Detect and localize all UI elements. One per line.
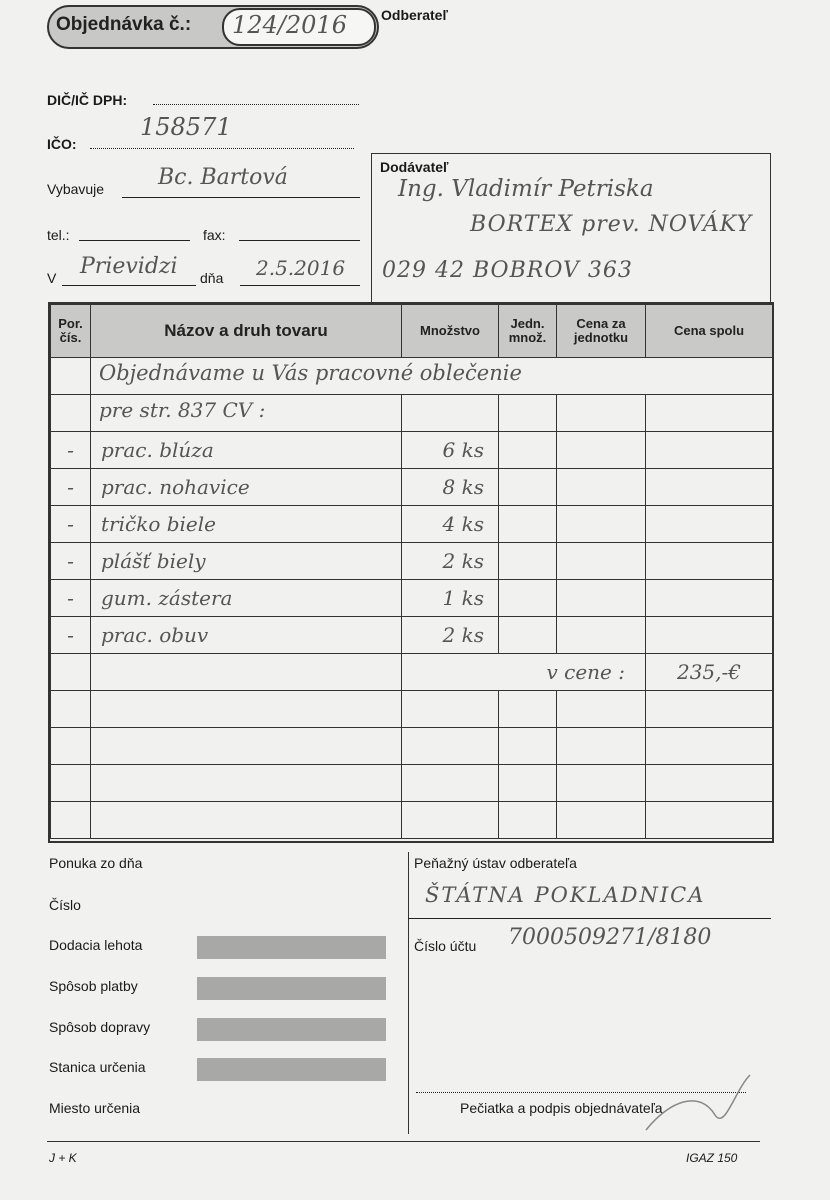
table-row <box>51 358 773 395</box>
item-name: prac. blúza <box>91 432 402 469</box>
tel-line <box>79 240 190 241</box>
total-text: v cene : <box>402 654 646 691</box>
date-line <box>240 285 360 286</box>
place-line <box>62 285 196 286</box>
bank-value: ŠTÁTNA POKLADNICA <box>425 883 706 907</box>
delivery-label: Dodacia lehota <box>49 937 143 953</box>
buyer-label: Odberateľ <box>381 7 448 23</box>
item-num: - <box>51 617 91 654</box>
date-value: 2.5.2016 <box>256 256 346 280</box>
table-row <box>51 765 773 802</box>
supplier-line-3: 029 42 BOBROV 363 <box>382 258 633 283</box>
fax-line <box>239 240 360 241</box>
item-name: tričko biele <box>91 506 402 543</box>
station-label: Stanica určenia <box>49 1059 146 1075</box>
intro-line-1: Objednávame u Vás pracovné oblečenie <box>99 361 522 385</box>
col-header-name: Názov a druh tovaru <box>91 305 402 358</box>
table-row <box>51 691 773 728</box>
footer-left: J + K <box>49 1151 77 1165</box>
ico-label: IČO: <box>47 136 77 152</box>
item-name: prac. nohavice <box>91 469 402 506</box>
footer-right: IGAZ 150 <box>686 1151 738 1165</box>
table-row <box>51 506 773 543</box>
supplier-line-2: BORTEX prev. NOVÁKY <box>470 212 753 237</box>
dic-label: DIČ/IČ DPH: <box>47 92 128 108</box>
ico-dotted-line <box>90 148 354 149</box>
handled-by-line <box>122 197 360 198</box>
order-label: Objednávka č.: <box>56 14 192 35</box>
tel-label: tel.: <box>47 227 70 243</box>
table-row <box>51 654 773 691</box>
item-name: gum. zástera <box>91 580 402 617</box>
offer-label: Ponuka zo dňa <box>49 855 143 871</box>
table-row <box>51 617 773 654</box>
table-row <box>51 395 773 432</box>
item-name: prac. obuv <box>91 617 402 654</box>
item-qty: 2 ks <box>402 543 499 580</box>
signature-mark <box>640 1060 760 1140</box>
destination-label: Miesto určenia <box>49 1100 141 1116</box>
supplier-line-1: Ing. Vladimír Petriska <box>398 176 654 202</box>
item-name: plášť biely <box>91 543 402 580</box>
payment-shaded-field <box>197 977 386 1000</box>
table-row <box>51 802 773 839</box>
station-shaded-field <box>197 1058 386 1081</box>
bank-line <box>408 918 771 919</box>
item-qty: 6 ks <box>402 432 499 469</box>
fax-label: fax: <box>203 227 226 243</box>
item-num: - <box>51 543 91 580</box>
handled-by-label: Vybavuje <box>47 181 105 197</box>
place-value: Prievidzi <box>80 254 178 279</box>
item-qty: 8 ks <box>402 469 499 506</box>
dic-dotted-line <box>153 104 359 105</box>
account-value: 7000509271/8180 <box>508 925 712 950</box>
table-row <box>51 543 773 580</box>
col-header-unit: Jedn. množ. <box>499 305 557 358</box>
item-num: - <box>51 469 91 506</box>
place-prefix: V <box>47 270 57 286</box>
item-num: - <box>51 580 91 617</box>
item-num: - <box>51 506 91 543</box>
table-header-row <box>51 305 773 358</box>
col-header-unit-price: Cena za jednotku <box>557 305 646 358</box>
number-label: Číslo <box>49 897 81 913</box>
account-label: Číslo účtu <box>414 938 477 954</box>
order-number-value: 124/2016 <box>232 11 347 39</box>
transport-label: Spôsob dopravy <box>49 1019 151 1035</box>
table-row <box>51 580 773 617</box>
col-header-qty: Množstvo <box>402 305 499 358</box>
bank-label: Peňažný ústav odberateľa <box>414 855 577 871</box>
table-row <box>51 432 773 469</box>
supplier-label: Dodávateľ <box>380 159 449 175</box>
item-qty: 1 ks <box>402 580 499 617</box>
bottom-divider <box>408 852 409 1134</box>
intro-line-2: pre str. 837 CV : <box>99 398 266 422</box>
stamp-label: Pečiatka a podpis objednávateľa <box>460 1100 663 1116</box>
footer-line <box>47 1141 760 1142</box>
table-row <box>51 469 773 506</box>
items-table <box>48 302 774 843</box>
total-value: 235,-€ <box>646 654 773 691</box>
payment-label: Spôsob platby <box>49 978 138 994</box>
col-header-num: Por. čís. <box>51 305 91 358</box>
date-label: dňa <box>200 270 224 286</box>
ico-value: 158571 <box>140 113 232 141</box>
delivery-shaded-field <box>197 936 386 959</box>
item-qty: 2 ks <box>402 617 499 654</box>
item-qty: 4 ks <box>402 506 499 543</box>
table-row <box>51 728 773 765</box>
handled-by-value: Bc. Bartová <box>158 165 288 190</box>
item-num: - <box>51 432 91 469</box>
col-header-total: Cena spolu <box>646 305 773 358</box>
transport-shaded-field <box>197 1018 386 1041</box>
